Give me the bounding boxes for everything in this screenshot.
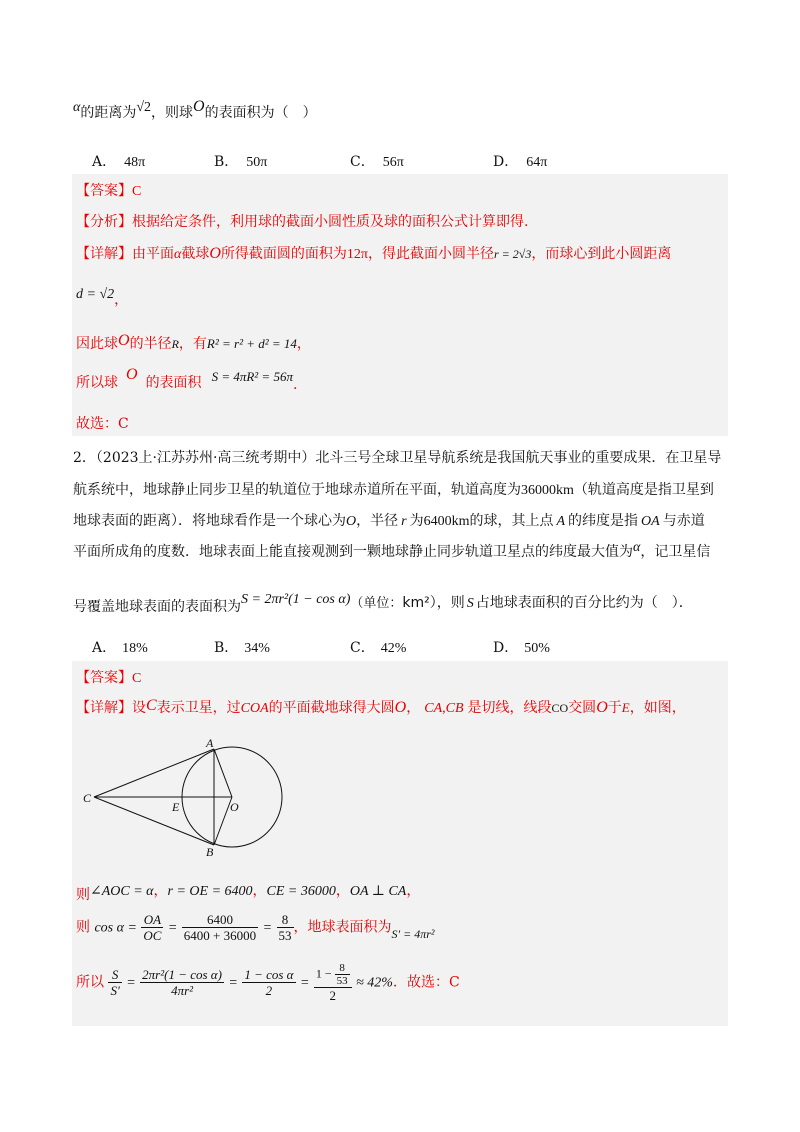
radius-oa — [214, 749, 232, 797]
label-e: E — [172, 800, 180, 814]
q1-answer: 【答案】C — [76, 183, 142, 199]
q2-then-line3: 所以 $\frac{S}{S'}$ = $\frac{\text{2πr²(1 − cos α)}}{\text{4πr²}}$ = $\frac{\text{1 − cos α}}{2}$ = 1 − $\frac{8}{53}$ 2 ≈ 42%．故选：C — [76, 962, 460, 1003]
q2-stem-line5: 号覆盖地球表面的表面积为S = 2πr²(1 − cos α)（单位：km²），则 S 占地球表面积的百分比约为（ ）． — [73, 592, 693, 615]
q1-detail-line4: 所以球 O 的表面积 S = 4πR² = 56π. — [76, 366, 298, 393]
detail-label: 【详解】 — [76, 246, 132, 262]
q1-option-b[interactable]: B． 50π — [214, 154, 268, 170]
q2-option-d[interactable]: D． 50% — [493, 640, 550, 656]
q1-choose: 故选：C — [76, 416, 129, 432]
q1-option-a[interactable]: A． 48π — [92, 154, 146, 170]
label-o: O — [230, 800, 239, 814]
analysis-label: 【分析】 — [76, 214, 132, 230]
q2-then-line2: 则 cos α = $\frac{OA}{OC}$ = $\frac{6400}{6400 + 36000}$ = $\frac{8}{53}$ ，地球表面积为S′ = 4πr² — [76, 912, 435, 943]
q2-option-b[interactable]: B． 34% — [214, 640, 270, 656]
tangent-ca — [94, 749, 214, 797]
q1-detail-line3: 因此球O的半径R，有R² = r² + d² = 14， — [76, 332, 311, 352]
q2-stem-line1: 2．（2023上·江苏苏州·高三统考期中）北斗三号全球卫星导航系统是我国航天事业的重要成果．在卫星导 — [73, 450, 722, 466]
alpha-symbol: α — [73, 100, 81, 115]
q1-detail-line2: d = √2， — [76, 287, 129, 308]
label-c: C — [83, 791, 92, 805]
label-a: A — [206, 736, 214, 750]
q2-stem-line2: 航系统中，地球静止同步卫星的轨道位于地球赤道所在平面，轨道高度为36000km（轨道高度是指卫星到 — [73, 482, 714, 498]
q1-option-c[interactable]: C． 56π — [350, 154, 404, 170]
answer-label: 【答案】 — [76, 670, 132, 686]
q2-option-a[interactable]: A． 18% — [92, 640, 148, 656]
tangent-cb — [94, 797, 214, 845]
q1-analysis: 【分析】根据给定条件，利用球的截面小圆性质及球的面积公式计算即得. — [76, 214, 529, 230]
q2-detail: 【详解】设C表示卫星，过COA的平面截地球得大圆O， CA,CB 是切线，线段CO交圆O于E，如图， — [76, 697, 686, 716]
detail-label: 【详解】 — [76, 700, 132, 716]
q1-option-d[interactable]: D． 64π — [493, 154, 548, 170]
q2-stem-line4: 平面所成角的度数．地球表面上能直接观测到一颗地球静止同步轨道卫星点的纬度最大值为α，记卫星信 — [73, 540, 711, 560]
answer-label: 【答案】 — [76, 183, 132, 199]
q1-stem: α的距离为√2，则球O的表面积为（ ） — [73, 98, 317, 121]
q2-answer: 【答案】C — [76, 670, 142, 686]
q2-then-line1: 则∠AOC = α，r = OE = 6400，CE = 36000，OA ⊥ CA， — [76, 883, 421, 903]
q2-option-c[interactable]: C． 42% — [350, 640, 407, 656]
q2-stem-line3: 地球表面的距离）．将地球看作是一个球心为O，半径 r 为6400km的球，其上点 A 的纬度是指 OA 与赤道 — [73, 513, 705, 529]
geometry-figure — [78, 735, 298, 860]
q1-detail-line1: 【详解】由平面α截球O所得截面圆的面积为12π，得此截面小圆半径r = 2√3，而球心到此小圆距离 — [76, 245, 672, 262]
label-b: B — [206, 845, 214, 859]
